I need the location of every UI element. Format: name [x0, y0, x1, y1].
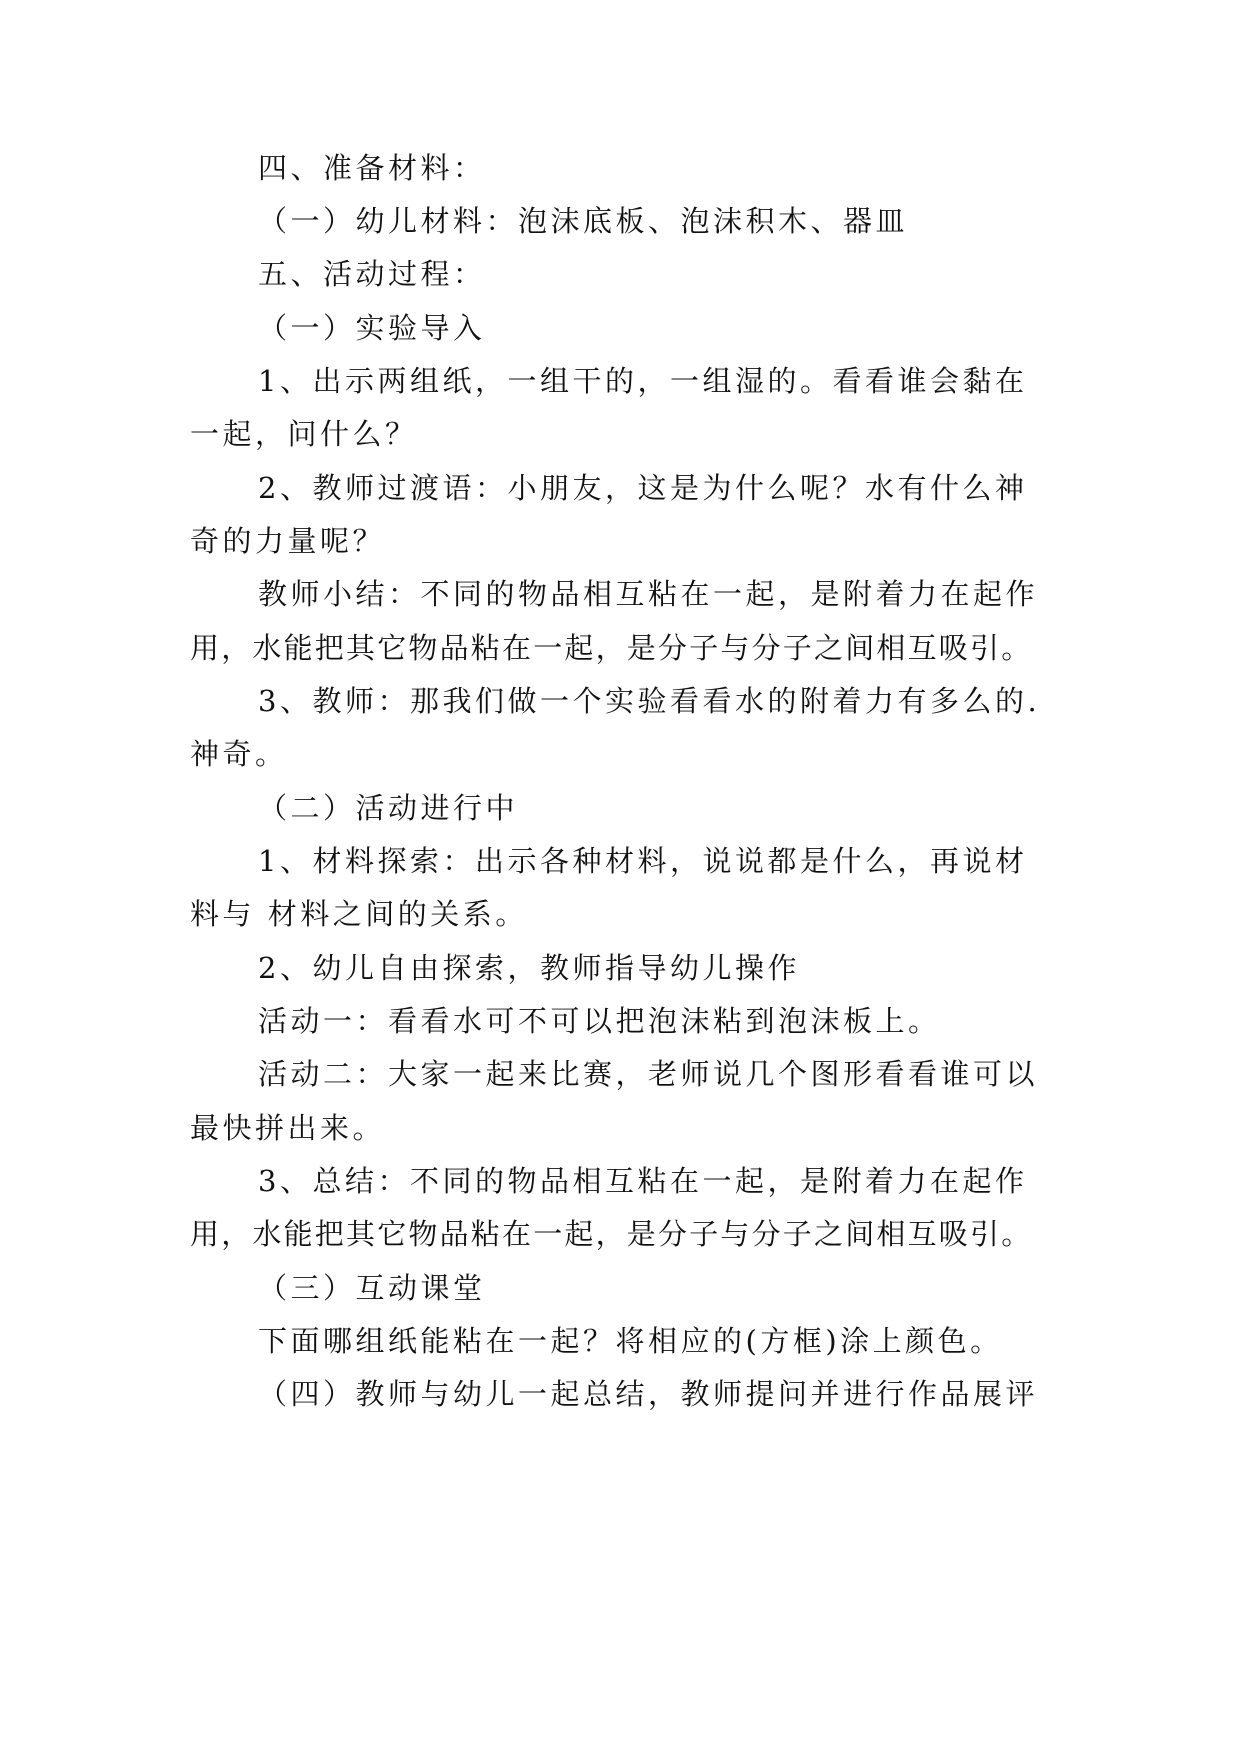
subsection-interactive-classroom: （三）互动课堂 [258, 1271, 486, 1305]
paragraph-line: 用，水能把其它物品粘在一起，是分子与分子之间相互吸引。 [190, 1217, 1033, 1251]
paragraph-line: 3、教师：那我们做一个实验看看水的附着力有多么的. [258, 684, 1041, 718]
subsection-activity-in-progress: （二）活动进行中 [258, 791, 519, 825]
subsection-experiment-intro: （一）实验导入 [258, 311, 486, 345]
paragraph-line: 2、教师过渡语：小朋友，这是为什么呢？水有什么神 [258, 471, 1028, 505]
paragraph-line: 教师小结：不同的物品相互粘在一起，是附着力在起作 [258, 577, 1039, 611]
paragraph-line: 奇的力量呢？ [190, 524, 386, 558]
paragraph-line: 3、总结：不同的物品相互粘在一起，是附着力在起作 [258, 1164, 1028, 1198]
paragraph-line: 用，水能把其它物品粘在一起，是分子与分子之间相互吸引。 [190, 631, 1033, 665]
subsection-summary: （四）教师与幼儿一起总结，教师提问并进行作品展评 [258, 1377, 1039, 1411]
paragraph-line: 最快拼出来。 [190, 1111, 386, 1145]
section-heading-process: 五、活动过程： [258, 257, 486, 291]
paragraph-line: 神奇。 [190, 737, 288, 771]
subsection-child-materials: （一）幼儿材料：泡沫底板、泡沫积木、器皿 [258, 204, 909, 238]
paragraph-line: 一起，问什么？ [190, 417, 418, 451]
paragraph-line: 2、幼儿自由探索，教师指导幼儿操作 [258, 951, 800, 985]
paragraph-line: 活动二：大家一起来比赛，老师说几个图形看看谁可以 [258, 1057, 1039, 1091]
paragraph-line: 料与 材料之间的关系。 [190, 897, 528, 931]
paragraph-line: 1、材料探索：出示各种材料，说说都是什么，再说材 [258, 844, 1028, 878]
paragraph-line: 1、出示两组纸，一组干的，一组湿的。看看谁会黏在 [258, 364, 1028, 398]
paragraph-line: 活动一：看看水可不可以把泡沫粘到泡沫板上。 [258, 1004, 941, 1038]
paragraph-line: 下面哪组纸能粘在一起？将相应的(方框)涂上颜色。 [258, 1324, 1003, 1358]
section-heading-materials: 四、准备材料： [258, 151, 486, 185]
